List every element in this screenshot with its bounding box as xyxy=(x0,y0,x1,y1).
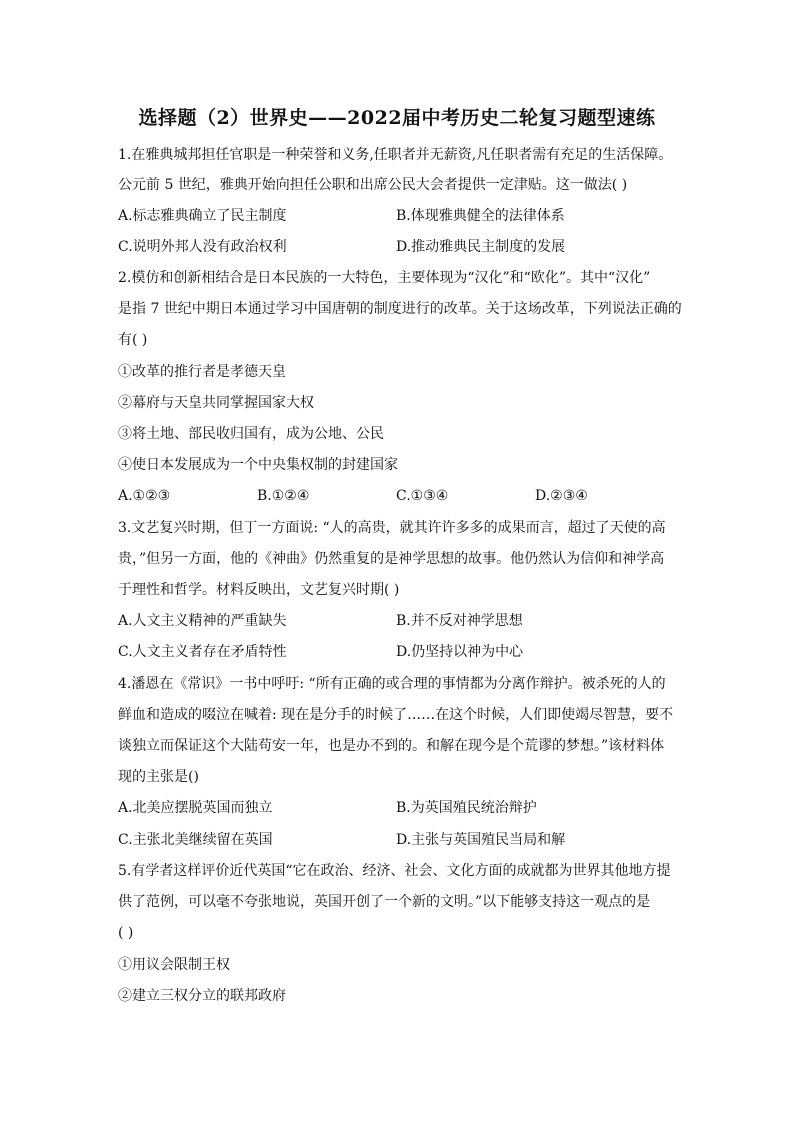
question-2-line-1: 2.模仿和创新相结合是日本民族的一大特色，主要体现为“汉化”和“欧化”。其中“汉化” xyxy=(118,270,651,286)
question-1-line-1: 1.在雅典城邦担任官职是一种荣誉和义务,任职者并无薪资,凡任职者需有充足的生活保障。 xyxy=(118,147,673,163)
page-title: 选择题（2）世界史——2022届中考历史二轮复习题型速练 xyxy=(138,107,656,129)
question-2-line-2: 是指 7 世纪中期日本通过学习中国唐朝的制度进行的改革。关于这场改革，下列说法正确的 xyxy=(118,301,682,317)
question-4-line-2: 鲜血和造成的啜泣在喊着: 现在是分手的时候了……在这个时候，人们即使竭尽智慧，要不 xyxy=(118,707,674,723)
question-3-line-3: 于理性和哲学。材料反映出，文艺复兴时期( ) xyxy=(118,582,400,598)
question-4-option-a: A.北美应摆脱英国而独立 xyxy=(118,800,273,816)
question-3-line-1: 3.文艺复兴时期，但丁一方面说: “人的高贵，就其许许多多的成果而言，超过了天使的高 xyxy=(118,520,666,536)
question-5-item-1: ①用议会限制王权 xyxy=(118,957,230,973)
question-2-option-a: A.①②③ xyxy=(118,488,171,504)
question-2-item-4: ④使日本发展成为一个中央集权制的封建国家 xyxy=(118,457,398,473)
question-4-option-b: B.为英国殖民统治辩护 xyxy=(396,800,537,816)
question-2-line-3: 有( ) xyxy=(118,332,148,348)
question-4-line-4: 现的主张是() xyxy=(118,769,199,785)
question-3-line-2: 贵，”但另一方面，他的《神曲》仍然重复的是神学思想的故事。他仍然认为信仰和神学高 xyxy=(118,551,665,567)
question-5-item-2: ②建立三权分立的联邦政府 xyxy=(118,988,286,1004)
question-4-line-1: 4.潘恩在《常识》一书中呼吁: “所有正确的或合理的事情都为分离作辩护。被杀死的人的 xyxy=(118,676,666,692)
question-4-line-3: 谈独立而保证这个大陆苟安一年，也是办不到的。和解在现今是个荒谬的梦想。”该材料体 xyxy=(118,738,665,754)
question-1-option-b: B.体现雅典健全的法律体系 xyxy=(396,208,565,224)
question-2-item-2: ②幕府与天皇共同掌握国家大权 xyxy=(118,395,314,411)
question-3-option-b: B.并不反对神学思想 xyxy=(396,613,523,629)
question-3-option-c: C.人文主义者存在矛盾特性 xyxy=(118,644,287,660)
question-2-option-d: D.②③④ xyxy=(535,488,588,504)
question-2-item-3: ③将土地、部民收归国有，成为公地、公民 xyxy=(118,426,384,442)
question-2-item-1: ①改革的推行者是孝德天皇 xyxy=(118,364,286,380)
question-3-option-d: D.仍坚持以神为中心 xyxy=(396,644,524,660)
question-1-option-c: C.说明外邦人没有政治权利 xyxy=(118,239,287,255)
question-3-option-a: A.人文主义精神的严重缺失 xyxy=(118,613,287,629)
question-5-line-3: ( ) xyxy=(118,925,134,941)
question-1-option-a: A.标志雅典确立了民主制度 xyxy=(118,208,287,224)
question-1-line-2: 公元前 5 世纪，雅典开始向担任公职和出席公民大会者提供一定津贴。这一做法( ) xyxy=(118,177,628,193)
question-2-option-c: C.①③④ xyxy=(396,488,449,504)
question-5-line-2: 供了范例，可以毫不夸张地说，英国开创了一个新的文明。”以下能够支持这一观点的是 xyxy=(118,894,651,910)
question-2-option-b: B.①②④ xyxy=(257,488,310,504)
question-4-option-d: D.主张与英国殖民当局和解 xyxy=(396,832,566,848)
question-5-line-1: 5.有学者这样评价近代英国“它在政治、经济、社会、文化方面的成就都为世界其他地方提 xyxy=(118,863,671,879)
question-4-option-c: C.主张北美继续留在英国 xyxy=(118,832,273,848)
question-1-option-d: D.推动雅典民主制度的发展 xyxy=(396,239,566,255)
